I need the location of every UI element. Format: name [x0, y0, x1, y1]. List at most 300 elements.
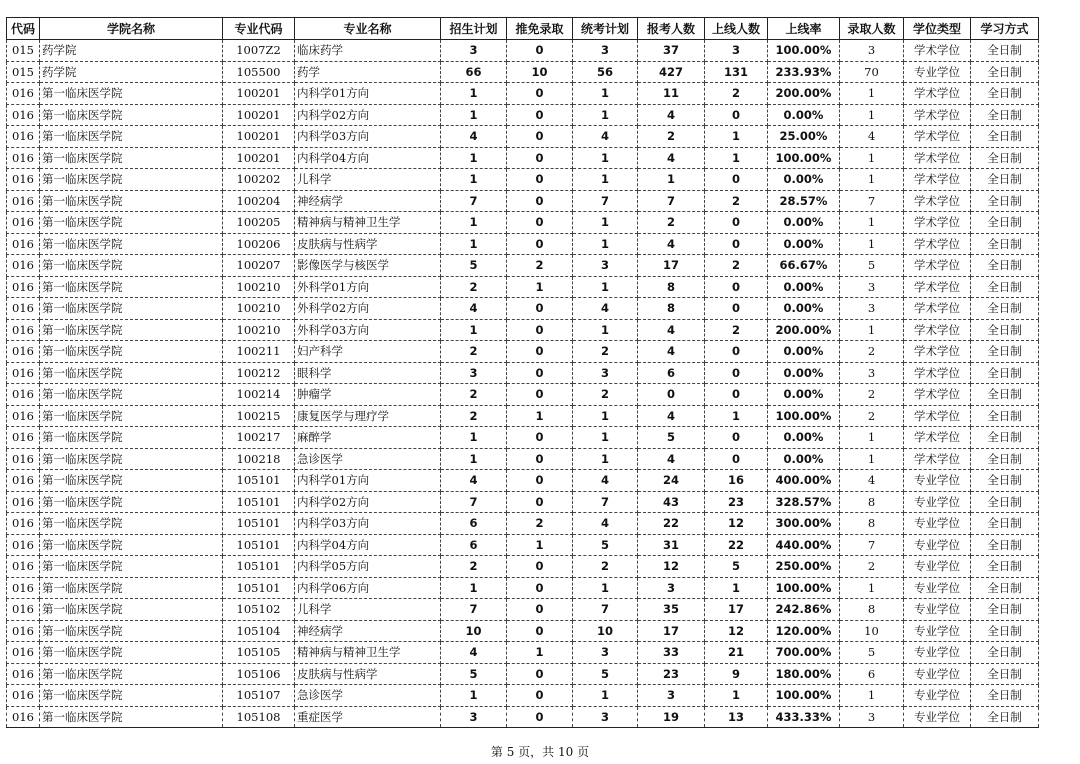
cell-qualify-rate: 250.00%: [768, 556, 840, 578]
cell-exam-plan: 1: [573, 427, 638, 449]
cell-study-mode: 全日制: [971, 642, 1039, 664]
cell-code: 016: [7, 298, 40, 320]
cell-code: 016: [7, 147, 40, 169]
cell-degree-type: 学术学位: [904, 233, 971, 255]
cell-enrollment-plan: 2: [441, 384, 507, 406]
cell-applicants: 7: [638, 190, 705, 212]
table-row: [7, 577, 1039, 599]
cell-qualify-rate: 66.67%: [768, 255, 840, 277]
cell-college-name: 第一临床医学院: [40, 620, 223, 642]
cell-major-name: 麻醉学: [295, 427, 441, 449]
cell-qualified: 2: [705, 83, 768, 105]
cell-college-name: 第一临床医学院: [40, 405, 223, 427]
cell-code: 016: [7, 513, 40, 535]
table-row: [7, 255, 1039, 277]
cell-qualified: 13: [705, 706, 768, 728]
header-study-mode: 学习方式: [971, 18, 1039, 40]
cell-major-name: 内科学04方向: [295, 534, 441, 556]
cell-major-code: 100210: [223, 276, 295, 298]
cell-exam-plan: 1: [573, 212, 638, 234]
cell-qualify-rate: 0.00%: [768, 341, 840, 363]
cell-admitted: 1: [840, 685, 904, 707]
cell-exempt-admission: 1: [507, 405, 573, 427]
cell-enrollment-plan: 4: [441, 642, 507, 664]
cell-major-code: 105101: [223, 470, 295, 492]
cell-college-name: 第一临床医学院: [40, 341, 223, 363]
cell-exempt-admission: 0: [507, 40, 573, 62]
cell-applicants: 1: [638, 169, 705, 191]
cell-code: 016: [7, 663, 40, 685]
cell-qualify-rate: 0.00%: [768, 448, 840, 470]
cell-qualify-rate: 0.00%: [768, 362, 840, 384]
cell-exempt-admission: 2: [507, 255, 573, 277]
cell-qualify-rate: 100.00%: [768, 147, 840, 169]
cell-exempt-admission: 0: [507, 577, 573, 599]
cell-qualified: 1: [705, 147, 768, 169]
cell-admitted: 10: [840, 620, 904, 642]
cell-admitted: 70: [840, 61, 904, 83]
cell-degree-type: 学术学位: [904, 384, 971, 406]
cell-code: 016: [7, 83, 40, 105]
cell-qualify-rate: 0.00%: [768, 169, 840, 191]
cell-qualify-rate: 0.00%: [768, 298, 840, 320]
cell-major-name: 妇产科学: [295, 341, 441, 363]
cell-applicants: 427: [638, 61, 705, 83]
cell-degree-type: 学术学位: [904, 255, 971, 277]
cell-exempt-admission: 0: [507, 663, 573, 685]
cell-exam-plan: 2: [573, 556, 638, 578]
cell-code: 016: [7, 534, 40, 556]
table-row: [7, 298, 1039, 320]
cell-admitted: 8: [840, 599, 904, 621]
cell-major-code: 100210: [223, 319, 295, 341]
table-row: [7, 470, 1039, 492]
cell-college-name: 第一临床医学院: [40, 190, 223, 212]
table-row: [7, 126, 1039, 148]
cell-degree-type: 专业学位: [904, 620, 971, 642]
cell-admitted: 3: [840, 362, 904, 384]
cell-exempt-admission: 0: [507, 427, 573, 449]
cell-enrollment-plan: 4: [441, 298, 507, 320]
header-enrollment-plan: 招生计划: [441, 18, 507, 40]
table-row: [7, 405, 1039, 427]
cell-college-name: 第一临床医学院: [40, 104, 223, 126]
cell-study-mode: 全日制: [971, 212, 1039, 234]
cell-applicants: 3: [638, 577, 705, 599]
cell-exam-plan: 2: [573, 341, 638, 363]
cell-code: 016: [7, 341, 40, 363]
cell-major-name: 内科学01方向: [295, 83, 441, 105]
cell-applicants: 19: [638, 706, 705, 728]
cell-code: 016: [7, 126, 40, 148]
cell-qualified: 1: [705, 685, 768, 707]
cell-applicants: 4: [638, 319, 705, 341]
cell-code: 016: [7, 276, 40, 298]
cell-qualified: 0: [705, 298, 768, 320]
cell-enrollment-plan: 1: [441, 319, 507, 341]
cell-college-name: 第一临床医学院: [40, 642, 223, 664]
cell-applicants: 23: [638, 663, 705, 685]
cell-qualified: 0: [705, 384, 768, 406]
cell-code: 016: [7, 556, 40, 578]
cell-major-name: 急诊医学: [295, 448, 441, 470]
cell-degree-type: 学术学位: [904, 276, 971, 298]
cell-applicants: 6: [638, 362, 705, 384]
cell-applicants: 2: [638, 212, 705, 234]
cell-exam-plan: 1: [573, 577, 638, 599]
table-row: [7, 190, 1039, 212]
cell-qualify-rate: 0.00%: [768, 104, 840, 126]
cell-code: 016: [7, 190, 40, 212]
cell-major-code: 105101: [223, 577, 295, 599]
cell-applicants: 4: [638, 147, 705, 169]
cell-major-code: 105106: [223, 663, 295, 685]
cell-major-code: 100202: [223, 169, 295, 191]
cell-enrollment-plan: 2: [441, 405, 507, 427]
table-header-row: [7, 18, 1039, 40]
cell-college-name: 第一临床医学院: [40, 556, 223, 578]
cell-qualified: 1: [705, 577, 768, 599]
cell-enrollment-plan: 1: [441, 448, 507, 470]
cell-study-mode: 全日制: [971, 276, 1039, 298]
cell-exempt-admission: 0: [507, 470, 573, 492]
cell-enrollment-plan: 1: [441, 169, 507, 191]
cell-degree-type: 专业学位: [904, 470, 971, 492]
cell-exempt-admission: 0: [507, 620, 573, 642]
cell-qualified: 0: [705, 212, 768, 234]
cell-college-name: 第一临床医学院: [40, 298, 223, 320]
cell-study-mode: 全日制: [971, 663, 1039, 685]
cell-admitted: 2: [840, 405, 904, 427]
cell-major-code: 105101: [223, 556, 295, 578]
cell-admitted: 1: [840, 319, 904, 341]
cell-qualified: 0: [705, 169, 768, 191]
cell-major-name: 皮肤病与性病学: [295, 663, 441, 685]
cell-qualified: 0: [705, 276, 768, 298]
cell-major-name: 眼科学: [295, 362, 441, 384]
cell-qualified: 0: [705, 104, 768, 126]
cell-code: 016: [7, 319, 40, 341]
cell-study-mode: 全日制: [971, 83, 1039, 105]
cell-applicants: 24: [638, 470, 705, 492]
cell-code: 016: [7, 169, 40, 191]
cell-admitted: 7: [840, 190, 904, 212]
cell-enrollment-plan: 3: [441, 362, 507, 384]
cell-admitted: 5: [840, 642, 904, 664]
cell-qualify-rate: 0.00%: [768, 233, 840, 255]
cell-exempt-admission: 0: [507, 212, 573, 234]
cell-degree-type: 专业学位: [904, 491, 971, 513]
cell-enrollment-plan: 7: [441, 599, 507, 621]
cell-degree-type: 学术学位: [904, 126, 971, 148]
cell-major-code: 105500: [223, 61, 295, 83]
cell-applicants: 8: [638, 276, 705, 298]
cell-exam-plan: 4: [573, 513, 638, 535]
header-exempt-admission: 推免录取: [507, 18, 573, 40]
cell-exam-plan: 3: [573, 642, 638, 664]
cell-qualify-rate: 28.57%: [768, 190, 840, 212]
cell-study-mode: 全日制: [971, 405, 1039, 427]
cell-major-code: 1007Z2: [223, 40, 295, 62]
cell-major-code: 105107: [223, 685, 295, 707]
cell-code: 016: [7, 642, 40, 664]
cell-major-name: 内科学01方向: [295, 470, 441, 492]
cell-degree-type: 学术学位: [904, 362, 971, 384]
header-applicants: 报考人数: [638, 18, 705, 40]
cell-qualified: 1: [705, 405, 768, 427]
cell-enrollment-plan: 1: [441, 685, 507, 707]
cell-qualify-rate: 700.00%: [768, 642, 840, 664]
cell-code: 016: [7, 491, 40, 513]
cell-major-name: 皮肤病与性病学: [295, 233, 441, 255]
cell-study-mode: 全日制: [971, 620, 1039, 642]
cell-qualified: 9: [705, 663, 768, 685]
cell-admitted: 2: [840, 384, 904, 406]
header-college-name: 学院名称: [40, 18, 223, 40]
cell-major-name: 影像医学与核医学: [295, 255, 441, 277]
table-row: [7, 427, 1039, 449]
cell-qualify-rate: 180.00%: [768, 663, 840, 685]
cell-admitted: 1: [840, 104, 904, 126]
cell-enrollment-plan: 6: [441, 513, 507, 535]
cell-qualified: 131: [705, 61, 768, 83]
cell-applicants: 35: [638, 599, 705, 621]
cell-qualify-rate: 100.00%: [768, 405, 840, 427]
cell-degree-type: 专业学位: [904, 663, 971, 685]
cell-applicants: 17: [638, 255, 705, 277]
cell-college-name: 第一临床医学院: [40, 255, 223, 277]
table-row: [7, 104, 1039, 126]
cell-exempt-admission: 0: [507, 599, 573, 621]
cell-college-name: 第一临床医学院: [40, 491, 223, 513]
table-row: [7, 169, 1039, 191]
cell-major-name: 外科学03方向: [295, 319, 441, 341]
cell-major-name: 内科学05方向: [295, 556, 441, 578]
table-row: [7, 233, 1039, 255]
cell-qualified: 2: [705, 319, 768, 341]
cell-exam-plan: 1: [573, 147, 638, 169]
cell-college-name: 第一临床医学院: [40, 319, 223, 341]
cell-exam-plan: 3: [573, 255, 638, 277]
cell-degree-type: 学术学位: [904, 83, 971, 105]
cell-major-code: 105101: [223, 534, 295, 556]
cell-enrollment-plan: 7: [441, 491, 507, 513]
cell-code: 016: [7, 577, 40, 599]
cell-admitted: 8: [840, 513, 904, 535]
cell-major-name: 重症医学: [295, 706, 441, 728]
cell-code: 016: [7, 599, 40, 621]
cell-major-code: 105102: [223, 599, 295, 621]
cell-admitted: 2: [840, 556, 904, 578]
cell-exam-plan: 4: [573, 298, 638, 320]
cell-applicants: 2: [638, 126, 705, 148]
cell-study-mode: 全日制: [971, 384, 1039, 406]
cell-exam-plan: 1: [573, 448, 638, 470]
cell-major-name: 精神病与精神卫生学: [295, 212, 441, 234]
cell-college-name: 第一临床医学院: [40, 233, 223, 255]
header-exam-plan: 统考计划: [573, 18, 638, 40]
cell-major-code: 105101: [223, 491, 295, 513]
header-qualify-rate: 上线率: [768, 18, 840, 40]
cell-exempt-admission: 0: [507, 83, 573, 105]
cell-code: 016: [7, 212, 40, 234]
cell-code: 016: [7, 384, 40, 406]
cell-study-mode: 全日制: [971, 341, 1039, 363]
cell-study-mode: 全日制: [971, 534, 1039, 556]
cell-code: 016: [7, 620, 40, 642]
cell-admitted: 8: [840, 491, 904, 513]
cell-exam-plan: 3: [573, 706, 638, 728]
cell-major-code: 100201: [223, 104, 295, 126]
cell-exempt-admission: 0: [507, 298, 573, 320]
cell-enrollment-plan: 4: [441, 470, 507, 492]
cell-study-mode: 全日制: [971, 126, 1039, 148]
table-row: [7, 599, 1039, 621]
cell-degree-type: 专业学位: [904, 685, 971, 707]
cell-code: 016: [7, 104, 40, 126]
cell-major-code: 100207: [223, 255, 295, 277]
cell-enrollment-plan: 4: [441, 126, 507, 148]
page-number-footer: 第 5 页，共 10 页: [490, 745, 590, 759]
cell-code: 016: [7, 405, 40, 427]
cell-admitted: 1: [840, 427, 904, 449]
cell-exam-plan: 3: [573, 40, 638, 62]
cell-exempt-admission: 0: [507, 556, 573, 578]
cell-qualify-rate: 0.00%: [768, 212, 840, 234]
cell-admitted: 7: [840, 534, 904, 556]
cell-exam-plan: 1: [573, 233, 638, 255]
cell-exam-plan: 1: [573, 104, 638, 126]
header-admitted: 录取人数: [840, 18, 904, 40]
cell-admitted: 3: [840, 276, 904, 298]
cell-applicants: 22: [638, 513, 705, 535]
cell-major-name: 康复医学与理疗学: [295, 405, 441, 427]
cell-admitted: 1: [840, 233, 904, 255]
cell-enrollment-plan: 10: [441, 620, 507, 642]
cell-exam-plan: 4: [573, 126, 638, 148]
cell-exempt-admission: 0: [507, 126, 573, 148]
cell-admitted: 5: [840, 255, 904, 277]
cell-qualified: 0: [705, 341, 768, 363]
cell-degree-type: 专业学位: [904, 556, 971, 578]
cell-study-mode: 全日制: [971, 319, 1039, 341]
cell-college-name: 第一临床医学院: [40, 706, 223, 728]
cell-admitted: 4: [840, 126, 904, 148]
table-row: [7, 513, 1039, 535]
cell-qualify-rate: 328.57%: [768, 491, 840, 513]
cell-code: 016: [7, 448, 40, 470]
cell-exam-plan: 7: [573, 190, 638, 212]
cell-admitted: 1: [840, 448, 904, 470]
cell-enrollment-plan: 1: [441, 233, 507, 255]
cell-applicants: 11: [638, 83, 705, 105]
cell-code: 015: [7, 61, 40, 83]
table-row: [7, 147, 1039, 169]
cell-study-mode: 全日制: [971, 427, 1039, 449]
cell-applicants: 33: [638, 642, 705, 664]
cell-applicants: 8: [638, 298, 705, 320]
cell-major-name: 神经病学: [295, 190, 441, 212]
cell-degree-type: 学术学位: [904, 169, 971, 191]
table-row: [7, 663, 1039, 685]
cell-major-code: 100201: [223, 83, 295, 105]
cell-major-name: 内科学06方向: [295, 577, 441, 599]
cell-study-mode: 全日制: [971, 685, 1039, 707]
cell-major-name: 外科学01方向: [295, 276, 441, 298]
cell-exempt-admission: 0: [507, 169, 573, 191]
cell-exam-plan: 5: [573, 663, 638, 685]
cell-exam-plan: 1: [573, 276, 638, 298]
cell-study-mode: 全日制: [971, 706, 1039, 728]
cell-degree-type: 专业学位: [904, 513, 971, 535]
cell-qualify-rate: 0.00%: [768, 427, 840, 449]
cell-college-name: 第一临床医学院: [40, 276, 223, 298]
cell-qualify-rate: 120.00%: [768, 620, 840, 642]
cell-major-code: 100206: [223, 233, 295, 255]
cell-study-mode: 全日制: [971, 577, 1039, 599]
cell-enrollment-plan: 1: [441, 147, 507, 169]
cell-degree-type: 学术学位: [904, 427, 971, 449]
cell-college-name: 第一临床医学院: [40, 577, 223, 599]
cell-code: 016: [7, 470, 40, 492]
cell-college-name: 第一临床医学院: [40, 534, 223, 556]
cell-exempt-admission: 0: [507, 384, 573, 406]
header-code: 代码: [7, 18, 40, 40]
cell-enrollment-plan: 2: [441, 276, 507, 298]
cell-major-code: 105105: [223, 642, 295, 664]
table-row: [7, 61, 1039, 83]
cell-qualified: 16: [705, 470, 768, 492]
cell-major-name: 外科学02方向: [295, 298, 441, 320]
cell-enrollment-plan: 1: [441, 427, 507, 449]
cell-qualify-rate: 0.00%: [768, 384, 840, 406]
cell-qualified: 23: [705, 491, 768, 513]
table-row: [7, 685, 1039, 707]
cell-qualified: 12: [705, 620, 768, 642]
cell-qualified: 21: [705, 642, 768, 664]
cell-exam-plan: 4: [573, 470, 638, 492]
cell-exempt-admission: 1: [507, 276, 573, 298]
cell-college-name: 第一临床医学院: [40, 147, 223, 169]
cell-admitted: 4: [840, 470, 904, 492]
cell-degree-type: 学术学位: [904, 405, 971, 427]
cell-college-name: 第一临床医学院: [40, 470, 223, 492]
cell-study-mode: 全日制: [971, 147, 1039, 169]
cell-qualify-rate: 100.00%: [768, 577, 840, 599]
cell-major-code: 100215: [223, 405, 295, 427]
cell-exempt-admission: 0: [507, 233, 573, 255]
cell-qualified: 0: [705, 427, 768, 449]
cell-major-name: 内科学02方向: [295, 104, 441, 126]
cell-exam-plan: 1: [573, 319, 638, 341]
cell-major-name: 内科学04方向: [295, 147, 441, 169]
cell-applicants: 4: [638, 104, 705, 126]
cell-exam-plan: 56: [573, 61, 638, 83]
header-major-name: 专业名称: [295, 18, 441, 40]
cell-study-mode: 全日制: [971, 470, 1039, 492]
cell-major-code: 105104: [223, 620, 295, 642]
cell-enrollment-plan: 5: [441, 663, 507, 685]
cell-enrollment-plan: 1: [441, 83, 507, 105]
table-row: [7, 706, 1039, 728]
cell-code: 016: [7, 706, 40, 728]
cell-exam-plan: 1: [573, 169, 638, 191]
cell-qualify-rate: 200.00%: [768, 83, 840, 105]
cell-degree-type: 专业学位: [904, 599, 971, 621]
cell-enrollment-plan: 2: [441, 341, 507, 363]
cell-qualify-rate: 100.00%: [768, 40, 840, 62]
cell-study-mode: 全日制: [971, 233, 1039, 255]
